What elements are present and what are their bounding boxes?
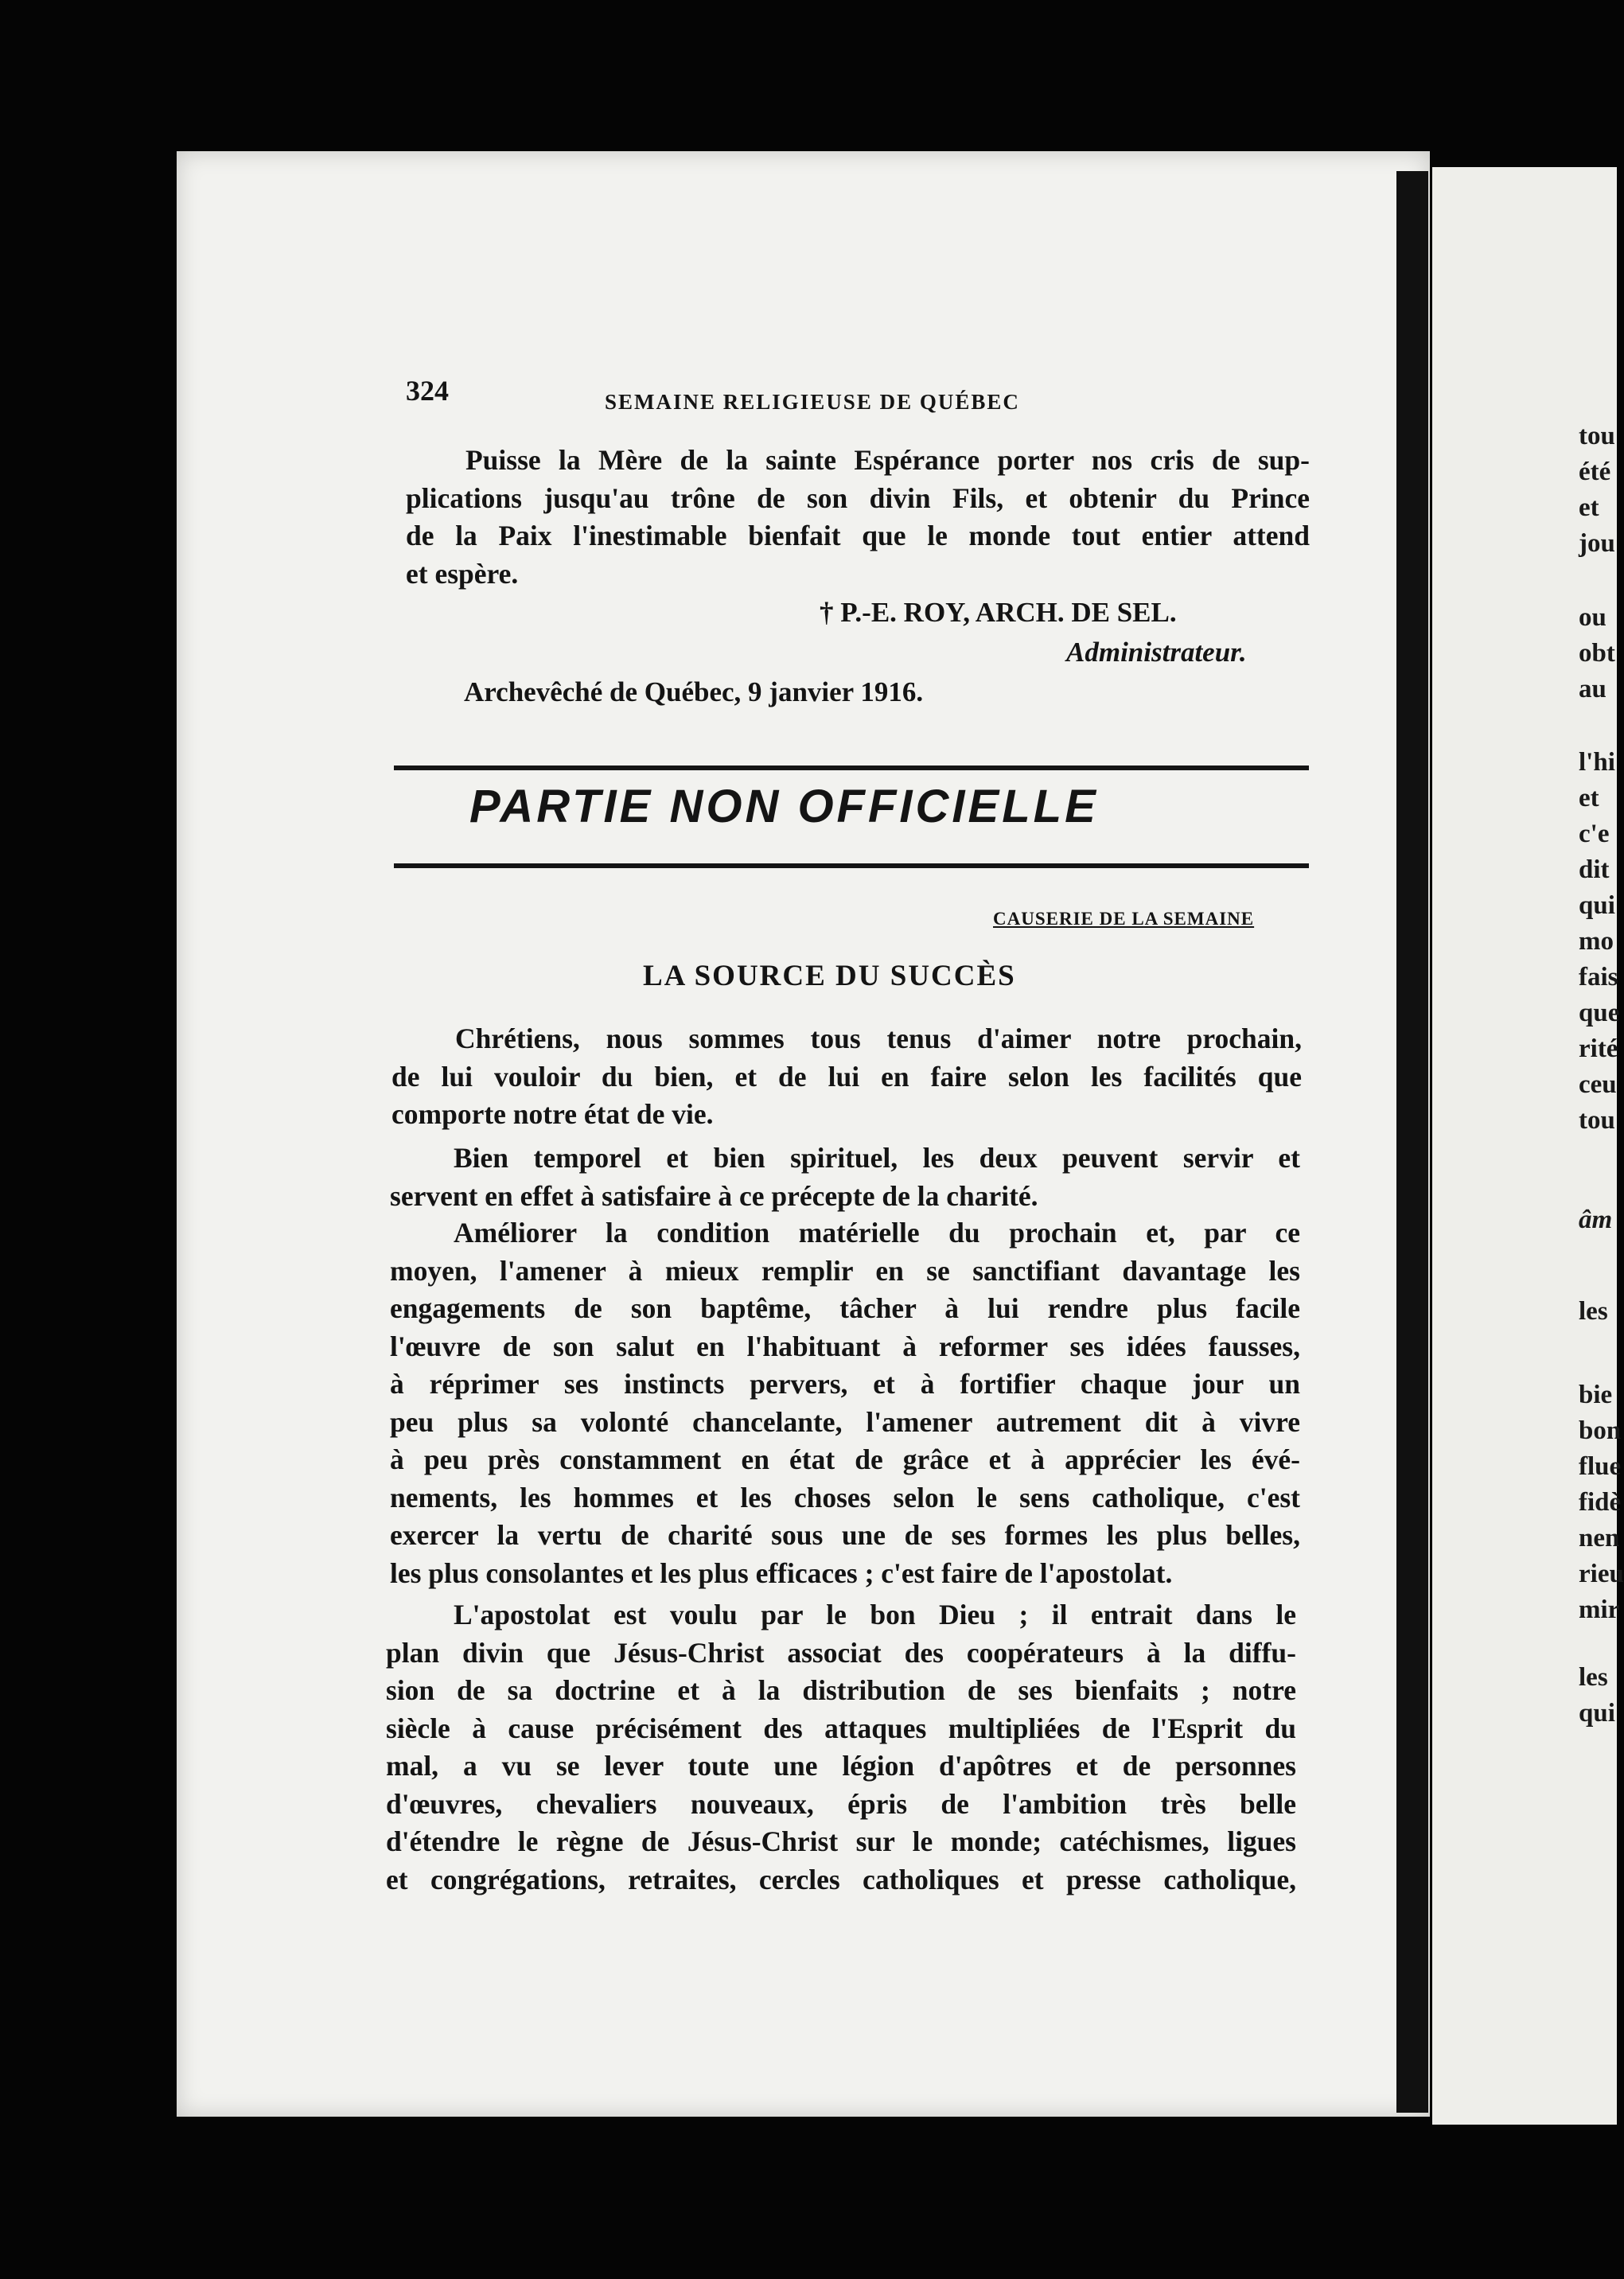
facing-line-fragment: rieu <box>1579 1560 1624 1588</box>
facing-line-fragment: fidè <box>1579 1488 1622 1517</box>
text-line: de la Paix l'inestimable bienfait que le monde tout entier attend <box>406 520 1310 551</box>
facing-line-fragment: les <box>1579 1663 1608 1692</box>
text-line: comporte notre état de vie. <box>391 1098 714 1130</box>
page-number: 324 <box>406 375 449 407</box>
text-line: Chrétiens, nous sommes tous tenus d'aimer notre prochain, <box>455 1023 1302 1054</box>
text-line: d'étendre le règne de Jésus-Christ sur le monde; catéchismes, ligues <box>386 1825 1296 1857</box>
text-line: moyen, l'amener à mieux remplir en se sanctifiant davantage les <box>390 1254 1300 1287</box>
facing-line-fragment: ceu <box>1579 1070 1617 1099</box>
text-line: servent en effet à satisfaire à ce précepte de la charité. <box>390 1179 1038 1212</box>
facing-line-fragment: tou <box>1579 1106 1615 1135</box>
body-paragraph-1 <box>391 1020 1302 1134</box>
body-paragraph-2 <box>390 1140 1300 1215</box>
rule-top <box>394 766 1309 770</box>
text-line: et congrégations, retraites, cercles catholiques et presse catholique, <box>386 1863 1296 1895</box>
facing-line-fragment: c'e <box>1579 820 1610 848</box>
text-line: nements, les hommes et les choses selon le sens catholique, c'est <box>390 1481 1300 1513</box>
facing-line-fragment: mo <box>1579 927 1614 956</box>
facing-line-fragment: mir <box>1579 1595 1620 1624</box>
facing-line-fragment: et <box>1579 784 1599 812</box>
rule-bottom <box>394 863 1309 868</box>
body-paragraph-4 <box>386 1596 1296 1899</box>
facing-line-fragment: flue <box>1579 1452 1622 1481</box>
facing-line-fragment: obt <box>1579 639 1615 668</box>
signature-role: Administrateur. <box>1066 637 1247 668</box>
facing-line-fragment: l'hi <box>1579 748 1615 777</box>
facing-line-fragment: dit <box>1579 855 1610 884</box>
facing-line-fragment: fais <box>1579 963 1618 991</box>
facing-line-fragment: ou <box>1579 603 1606 632</box>
signature: † P.-E. ROY, ARCH. DE SEL. <box>820 597 1177 628</box>
article-title: LA SOURCE DU SUCCÈS <box>643 960 1016 992</box>
text-line: Bien temporel et bien spirituel, les deux peuvent servir et <box>454 1142 1300 1174</box>
text-line: peu plus sa volonté chancelante, l'amener autrement dit à vivre <box>390 1405 1300 1438</box>
text-line: de lui vouloir du bien, et de lui en faire selon les facilités que <box>391 1060 1302 1093</box>
text-line: engagements de son baptême, tâcher à lui rendre plus facile <box>390 1292 1300 1324</box>
text-line: L'apostolat est voulu par le bon Dieu ; il entrait dans le <box>454 1599 1296 1630</box>
text-line: et espère. <box>406 557 519 590</box>
text-line: à peu près constamment en état de grâce et à apprécier les évé- <box>390 1443 1300 1475</box>
text-line: l'œuvre de son salut en l'habituant à reformer ses idées fausses, <box>390 1330 1300 1362</box>
facing-line-fragment: les <box>1579 1297 1608 1326</box>
facing-line-fragment: au <box>1579 675 1606 703</box>
text-line: plications jusqu'au trône de son divin Fils, et obtenir du Prince <box>406 481 1310 514</box>
facing-line-fragment: qui <box>1579 891 1615 920</box>
facing-line-fragment: et <box>1579 493 1599 522</box>
text-line: d'œuvres, chevaliers nouveaux, épris de l'ambition très belle <box>386 1787 1296 1820</box>
body-paragraph-3 <box>390 1214 1300 1592</box>
facing-page <box>1432 167 1624 2125</box>
facing-line-fragment: âm <box>1579 1206 1613 1234</box>
facing-line-fragment: que <box>1579 999 1620 1027</box>
dateline: Archevêché de Québec, 9 janvier 1916. <box>464 676 924 707</box>
running-title: SEMAINE RELIGIEUSE DE QUÉBEC <box>605 390 1020 414</box>
text-line: Améliorer la condition matérielle du prochain et, par ce <box>454 1217 1300 1249</box>
facing-line-fragment: tou <box>1579 422 1615 450</box>
text-line: siècle à cause précisément des attaques multipliées de l'Esprit du <box>386 1712 1296 1744</box>
text-line: sion de sa doctrine et à la distribution de ses bienfaits ; notre <box>386 1674 1296 1706</box>
text-line: les plus consolantes et les plus efficaces ; c'est faire de l'apostolat. <box>390 1556 1173 1589</box>
facing-line-fragment: rité <box>1579 1034 1618 1063</box>
text-line: Puisse la Mère de la sainte Espérance porter nos cris de sup- <box>465 444 1310 476</box>
facing-line-fragment: bon <box>1579 1416 1622 1445</box>
text-line: à réprimer ses instincts pervers, et à fortifier chaque jour un <box>390 1368 1300 1400</box>
opening-paragraph <box>406 442 1310 593</box>
facing-line-fragment: qui <box>1579 1699 1615 1728</box>
book-gutter <box>1396 171 1428 2113</box>
facing-line-fragment: été <box>1579 458 1611 486</box>
rubric: CAUSERIE DE LA SEMAINE <box>993 909 1255 929</box>
text-line: exercer la vertu de charité sous une de ses formes les plus belles, <box>390 1519 1300 1551</box>
facing-line-fragment: nen <box>1579 1524 1620 1552</box>
section-title: PARTIE NON OFFICIELLE <box>469 781 1099 832</box>
facing-line-fragment: bie <box>1579 1381 1613 1409</box>
text-line: mal, a vu se lever toute une légion d'apôtres et de personnes <box>386 1750 1296 1782</box>
text-line: plan divin que Jésus-Christ associat des coopérateurs à la diffu- <box>386 1636 1296 1669</box>
facing-line-fragment: jou <box>1579 529 1615 558</box>
